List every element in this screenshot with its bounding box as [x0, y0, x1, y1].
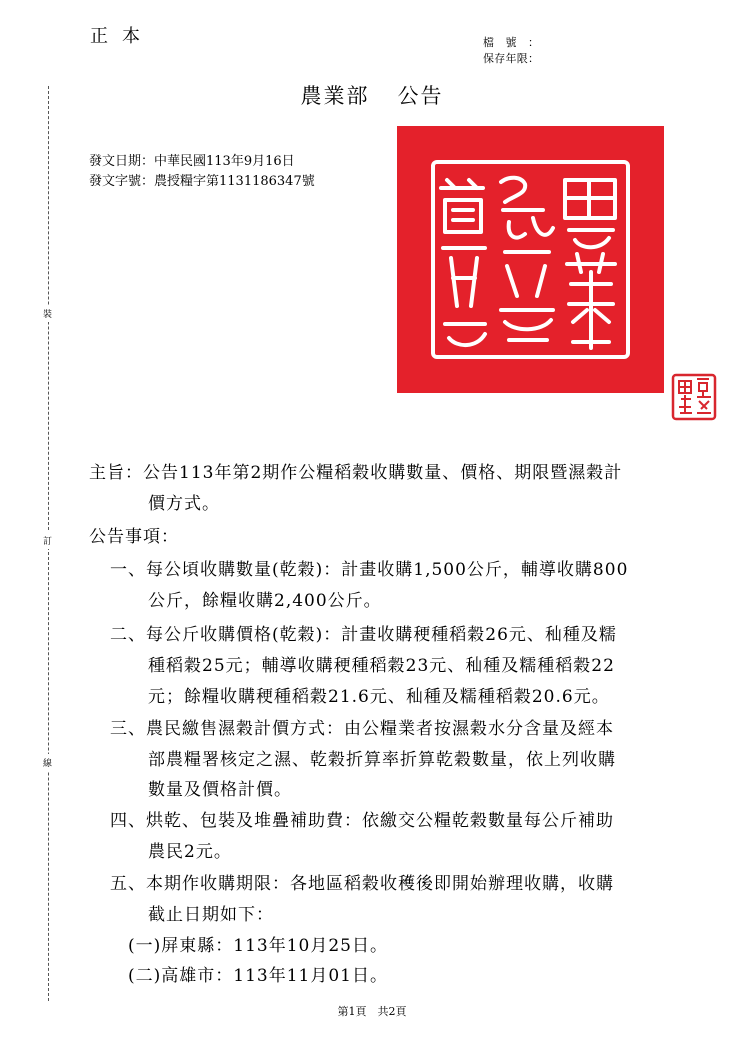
- page-title: [0, 80, 744, 110]
- sub-item-number: (二): [128, 966, 162, 986]
- official-seal: [397, 126, 664, 393]
- item-text-line: 農民繳售濕穀計價方式：由公糧業者按濕穀水分含量及經本: [146, 719, 614, 739]
- item-text-line: 部農糧署核定之濕、乾穀折算率折算乾穀數量，依上列收購: [148, 750, 616, 770]
- issue-number-label: 發文字號：: [89, 174, 155, 189]
- subject-line-1: [89, 458, 622, 483]
- binding-char-xian: 線: [43, 754, 52, 771]
- matter-item-3: [110, 714, 614, 739]
- sub-item-1: [128, 931, 388, 956]
- matter-item-2: [110, 620, 617, 645]
- item-text-line: 元；餘糧收購稉種稻穀21.6元、秈種及糯種稻穀20.6元。: [148, 687, 610, 707]
- retention-label: 保存年限：: [483, 52, 539, 65]
- binding-char-zhuang: 裝: [43, 305, 52, 322]
- item-text-line: 每公頃收購數量(乾穀)：計畫收購1,500公斤，輔導收購800: [146, 560, 629, 580]
- file-meta: [483, 34, 539, 66]
- subject-label: 主旨：: [89, 463, 143, 483]
- item-text-line: 烘乾、包裝及堆疊補助費：依繳交公糧乾穀數量每公斤補助: [146, 811, 614, 831]
- page-number: 第1頁 共2頁: [337, 1005, 407, 1018]
- matter-item-1: [110, 555, 628, 580]
- subject-text-1: 公告113年第2期作公糧稻穀收購數量、價格、期限暨濕穀計: [143, 463, 623, 483]
- item-text-line: 公斤，餘糧收購2,400公斤。: [148, 591, 382, 611]
- item-number: 五、: [110, 874, 146, 894]
- issue-number: [89, 170, 315, 189]
- sub-item-text: 高雄市：113年11月01日。: [161, 966, 388, 986]
- matter-item-4: [110, 806, 614, 831]
- item-text-line: 截止日期如下：: [148, 905, 274, 925]
- agency-name: 農業部: [300, 84, 370, 108]
- signature-seal: [671, 373, 717, 421]
- issue-number-value: 農授糧字第1131186347號: [154, 174, 315, 189]
- matters-heading: 公告事項：: [89, 527, 179, 547]
- doc-type: 公告: [397, 84, 444, 108]
- issue-date-label: 發文日期：: [89, 154, 155, 169]
- matter-item-5: [110, 869, 614, 894]
- item-number: 二、: [110, 625, 146, 645]
- copy-label: 正本: [90, 26, 154, 47]
- item-number: 一、: [110, 560, 146, 580]
- item-text-line: 數量及價格計價。: [148, 780, 292, 800]
- issue-date-value: 中華民國113年9月16日: [154, 154, 295, 169]
- item-number: 四、: [110, 811, 146, 831]
- sub-item-2: [128, 961, 388, 986]
- binding-char-ding: 訂: [43, 532, 52, 549]
- issue-date: [89, 150, 295, 169]
- item-text-line: 農民2元。: [148, 842, 232, 862]
- sub-item-text: 屏東縣：113年10月25日。: [161, 936, 388, 956]
- item-text-line: 種稻穀25元；輔導收購稉種稻穀23元、秈種及糯種稻穀22: [148, 656, 615, 676]
- subject-line-2: 價方式。: [148, 494, 220, 514]
- item-text-line: 本期作收購期限：各地區稻穀收穫後即開始辦理收購，收購: [146, 874, 614, 894]
- seal-script-graphic: [397, 126, 664, 393]
- item-text-line: 每公斤收購價格(乾穀)：計畫收購稉種稻穀26元、秈種及糯: [146, 625, 617, 645]
- item-number: 三、: [110, 719, 146, 739]
- signature-seal-graphic: [671, 373, 717, 421]
- file-no-label: 檔號：: [483, 36, 539, 49]
- sub-item-number: (一): [128, 936, 162, 956]
